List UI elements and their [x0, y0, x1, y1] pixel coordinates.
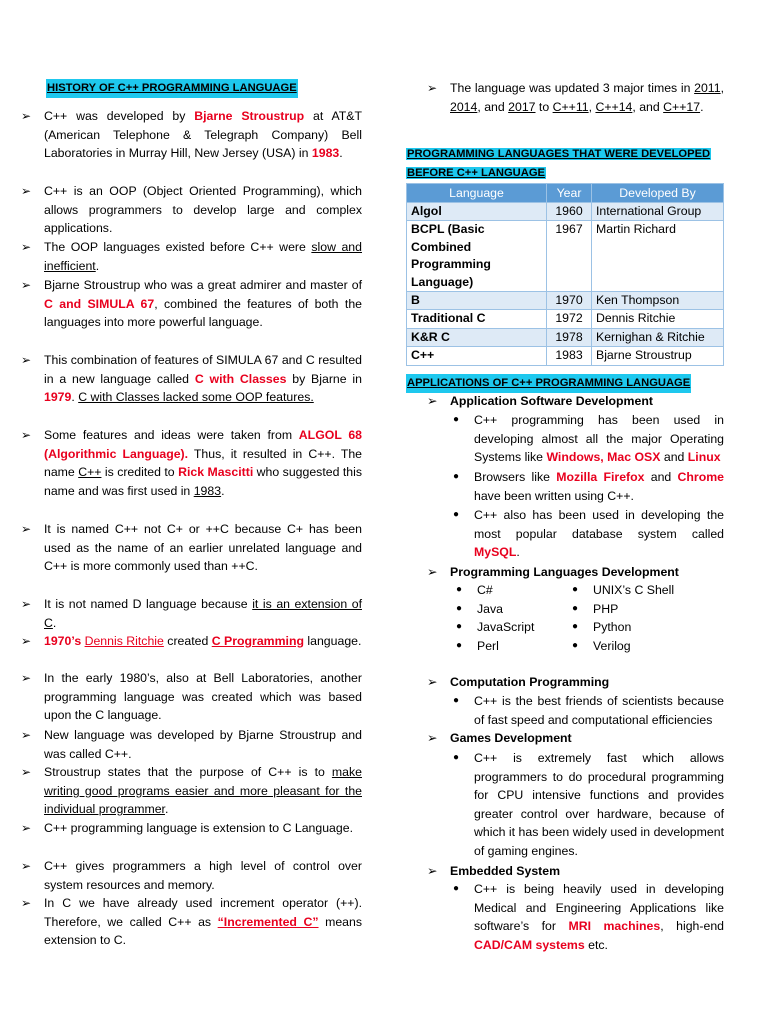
table-cell: Algol [407, 203, 547, 221]
table-cell: K&R C [407, 328, 547, 346]
arrow-bullet-icon: ➢ [21, 278, 32, 292]
arrow-bullet-icon: ➢ [21, 184, 32, 198]
arrow-bullet-icon: ➢ [21, 728, 32, 742]
history-bullet-13: ➢ C++ programming language is extension to C Language. [44, 819, 362, 838]
update-bullet: ➢ The language was updated 3 major times in 2011, 2014, and 2017 to C++11, C++14, and C++17. [427, 81, 724, 114]
history-bullet-15: ➢ In C we have already used increment operator (++). Therefore, we called C++ as “Incremented C” means extension to C. [21, 896, 363, 948]
arrow-bullet-icon: ➢ [21, 428, 32, 442]
app-computation-item: ● C++ is the best friends of scientists because of fast speed and computational efficiencies [453, 694, 724, 727]
app-embedded: ➢ Embedded System [450, 862, 560, 881]
arrow-bullet-icon: ➢ [427, 394, 438, 408]
app-software-item-3: ● C++ also has been used in developing the most popular database system called MySQL. [453, 508, 724, 560]
arrow-bullet-icon: ➢ [427, 81, 438, 95]
table-header-cell: Language [407, 184, 547, 203]
arrow-bullet-icon: ➢ [427, 565, 438, 579]
app-computation: ➢ Computation Programming [450, 673, 609, 692]
arrow-bullet-icon: ➢ [21, 353, 32, 367]
arrow-bullet-icon: ➢ [21, 634, 32, 648]
history-bullet-14: ➢ C++ gives programmers a high level of control over system resources and memory. [21, 859, 362, 892]
bullet-dot-icon: ● [572, 621, 579, 633]
language-list-a [456, 581, 535, 655]
table-cell: 1970 [547, 292, 592, 310]
history-bullet-5: ➢ This combination of features of SIMULA 67 and C resulted in a new language called C with Classes by Bjarne in 1979. C with Classes lacked some OOP features. [21, 353, 362, 405]
table-header-cell: Developed By [592, 184, 724, 203]
bullet-dot-icon: ● [456, 621, 463, 633]
table-cell: 1983 [547, 347, 592, 365]
bullet-dot-icon: ● [456, 602, 463, 614]
history-bullet-4: ➢ Bjarne Stroustrup who was a great admirer and master of C and SIMULA 67, combined the features of both the languages into more powerful language. [21, 278, 362, 330]
table-row [407, 221, 724, 292]
table-cell: Martin Richard [592, 221, 724, 292]
app-games: ➢ Games Development [450, 729, 572, 748]
history-bullet-3: ➢ The OOP languages existed before C++ were slow and inefficient. [21, 240, 362, 273]
table-cell: Dennis Ritchie [592, 310, 724, 328]
table-cell: BCPL (Basic Combined Programming Language) [407, 221, 547, 292]
list-item: ● C# [477, 581, 534, 600]
app-software-item-1: ● C++ programming has been used in developing almost all the major Operating Systems like Windows, Mac OSX and Linux [453, 413, 724, 465]
arrow-bullet-icon: ➢ [427, 731, 438, 745]
history-bullet-9: ➢ 1970’s Dennis Ritchie created C Programming language. [44, 632, 362, 651]
history-bullet-12: ➢ Stroustrup states that the purpose of C++ is to make writing good programs easier and more pleasant for the individual programmer. [21, 765, 362, 817]
history-heading: HISTORY OF C++ PROGRAMMING LANGUAGE [46, 79, 298, 98]
table-header-cell: Year [547, 184, 592, 203]
bullet-dot-icon: ● [456, 639, 463, 651]
history-bullet-2: ➢ C++ is an OOP (Object Oriented Programming), which allows programmers to develop large and complex applications. [21, 184, 362, 236]
list-item: ● PHP [593, 600, 674, 619]
history-bullet-10: ➢ In the early 1980’s, also at Bell Laboratories, another programming language was created which was based upon the C language. [21, 671, 362, 723]
table-cell: Ken Thompson [592, 292, 724, 310]
table-row [407, 203, 724, 221]
arrow-bullet-icon: ➢ [427, 864, 438, 878]
bullet-dot-icon: ● [453, 471, 460, 482]
history-bullet-8: ➢ It is not named D language because it is an extension of C. [21, 597, 362, 630]
list-item: ● Java [477, 600, 534, 619]
arrow-bullet-icon: ➢ [21, 859, 32, 873]
bullet-dot-icon: ● [572, 602, 579, 614]
bullet-dot-icon: ● [453, 752, 460, 763]
arrow-bullet-icon: ➢ [21, 821, 32, 835]
table-cell: B [407, 292, 547, 310]
history-bullet-6: ➢ Some features and ideas were taken from ALGOL 68 (Algorithmic Language). Thus, it resulted in C++. The name C++ is credited to Rick Mascitti who suggested this name and was first used in 1983. [21, 428, 363, 498]
bullet-dot-icon: ● [453, 883, 460, 894]
table-cell: International Group [592, 203, 724, 221]
bullet-dot-icon: ● [453, 414, 460, 425]
bullet-dot-icon: ● [453, 509, 460, 520]
table-cell: Kernighan & Ritchie [592, 328, 724, 346]
app-games-item: ● C++ is extremely fast which allows programmers to do procedural programming for CPU intensive functions and provides greater control over hardware, because of which it has been widely used in development of gaming engines. [453, 751, 724, 858]
applications-heading: APPLICATIONS OF C++ PROGRAMMING LANGUAGE [406, 374, 691, 393]
table-cell: 1960 [547, 203, 592, 221]
list-item: ● Python [593, 618, 674, 637]
arrow-bullet-icon: ➢ [21, 109, 32, 123]
table-cell: 1972 [547, 310, 592, 328]
table-row [407, 310, 724, 328]
list-item: ● JavaScript [477, 618, 534, 637]
list-item: ● Verilog [593, 637, 674, 656]
table-cell: Bjarne Stroustrup [592, 347, 724, 365]
bullet-dot-icon: ● [456, 584, 463, 595]
history-bullet-11: ➢ New language was developed by Bjarne Stroustrup and was called C++. [21, 728, 362, 761]
table-row [407, 292, 724, 310]
arrow-bullet-icon: ➢ [427, 675, 438, 689]
table-row [407, 347, 724, 365]
arrow-bullet-icon: ➢ [21, 597, 32, 611]
list-item: ● Perl [477, 637, 534, 656]
table-cell: 1978 [547, 328, 592, 346]
bullet-dot-icon: ● [453, 695, 460, 706]
languages-before-heading: PROGRAMMING LANGUAGES THAT WERE DEVELOPED BEFORE C++ LANGUAGE [407, 148, 711, 179]
table-cell: 1967 [547, 221, 592, 292]
table-cell: Traditional C [407, 310, 547, 328]
arrow-bullet-icon: ➢ [21, 896, 32, 910]
table-row [407, 328, 724, 346]
history-bullet-7: ➢ It is named C++ not C+ or ++C because C+ has been used as the name of an earlier unrelated language and C++ is more commonly used than ++C. [21, 522, 362, 574]
arrow-bullet-icon: ➢ [21, 240, 32, 254]
bullet-dot-icon: ● [572, 639, 579, 651]
language-list-b [572, 581, 675, 655]
app-software-item-2: ● Browsers like Mozilla Firefox and Chrome have been written using C++. [453, 470, 724, 503]
arrow-bullet-icon: ➢ [21, 522, 32, 536]
arrow-bullet-icon: ➢ [21, 765, 32, 779]
arrow-bullet-icon: ➢ [21, 671, 32, 685]
list-item: ● UNIX’s C Shell [593, 581, 674, 600]
languages-table [406, 183, 724, 366]
table-cell: C++ [407, 347, 547, 365]
app-software-dev: ➢ Application Software Development [450, 392, 653, 411]
history-bullet-1: ➢ C++ was developed by Bjarne Stroustrup at AT&T (American Telephone & Telegraph Company) Bell Laboratories in Murray Hill, New Jersey (USA) in 1983. [21, 109, 362, 161]
app-embedded-item: ● C++ is being heavily used in developing Medical and Engineering Applications like software’s for MRI machines, high-end CAD/CAM systems etc. [453, 882, 724, 952]
bullet-dot-icon: ● [572, 584, 579, 595]
app-programming-languages: ➢ Programming Languages Development [450, 563, 679, 582]
table-header-row [407, 184, 724, 203]
